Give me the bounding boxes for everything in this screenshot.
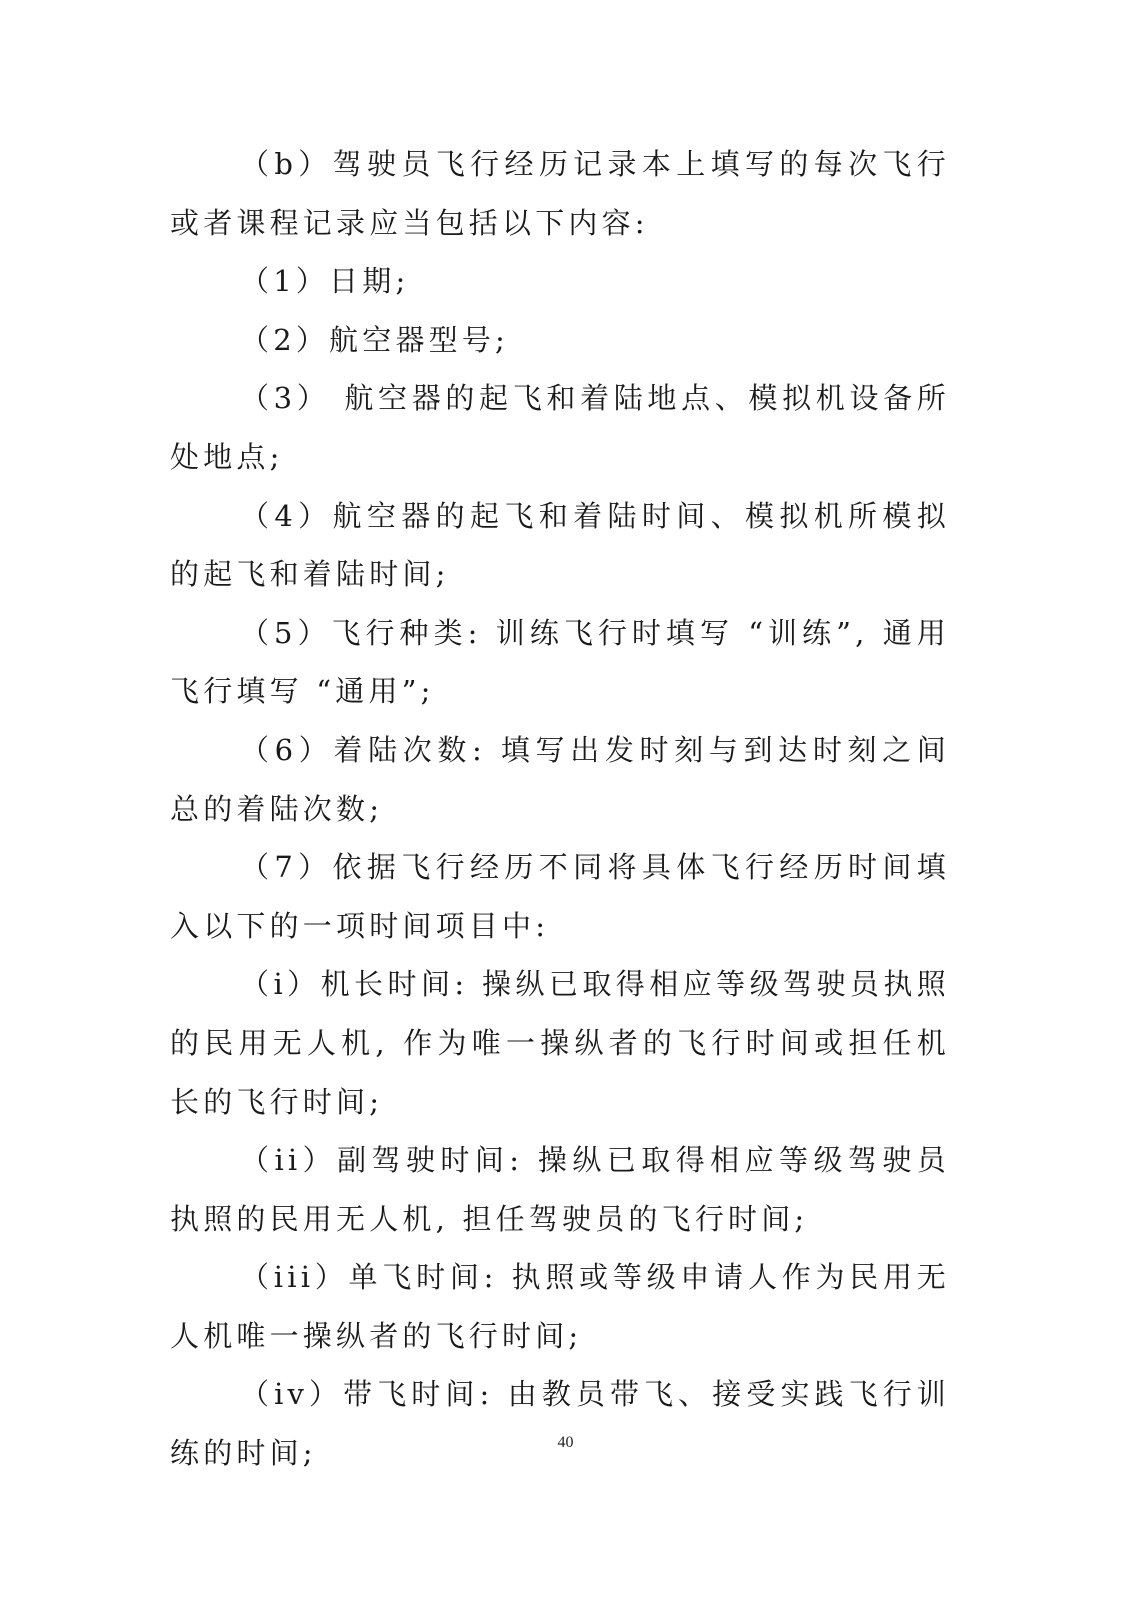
paragraph-subitem-iii: （iii）单飞时间: 执照或等级申请人作为民用无人机唯一操纵者的飞行时间;	[170, 1260, 950, 1353]
paragraph-item-7: （7）依据飞行经历不同将具体飞行经历时间填入以下的一项时间项目中:	[170, 850, 950, 943]
paragraph-item-1: （1）日期;	[240, 264, 410, 299]
document-body	[170, 135, 950, 1483]
paragraph-item-2: （2）航空器型号;	[240, 322, 510, 357]
page-number: 40	[557, 1434, 574, 1451]
paragraph-item-6: （6）着陆次数: 填写出发时刻与到达时刻之间总的着陆次数;	[170, 732, 950, 826]
paragraph-item-5: （5）飞行种类: 训练飞行时填写 “训练”, 通用飞行填写 “通用”;	[170, 615, 950, 709]
paragraph-item-4: （4）航空器的起飞和着陆时间、模拟机所模拟的起飞和着陆时间;	[170, 498, 950, 592]
paragraph-subitem-ii: （ii）副驾驶时间: 操纵已取得相应等级驾驶员执照的民用无人机, 担任驾驶员的飞行时间;	[170, 1143, 950, 1236]
paragraph-b: （b）驾驶员飞行经历记录本上填写的每次飞行或者课程记录应当包括以下内容:	[170, 147, 950, 240]
paragraph-subitem-iv: （iv）带飞时间: 由教员带飞、接受实践飞行训练的时间;	[170, 1377, 950, 1471]
paragraph-subitem-i: （i）机长时间: 操纵已取得相应等级驾驶员执照的民用无人机, 作为唯一操纵者的飞行时间或担任机长的飞行时间;	[170, 967, 950, 1119]
paragraph-item-3: （3） 航空器的起飞和着陆地点、模拟机设备所处地点;	[170, 381, 950, 474]
